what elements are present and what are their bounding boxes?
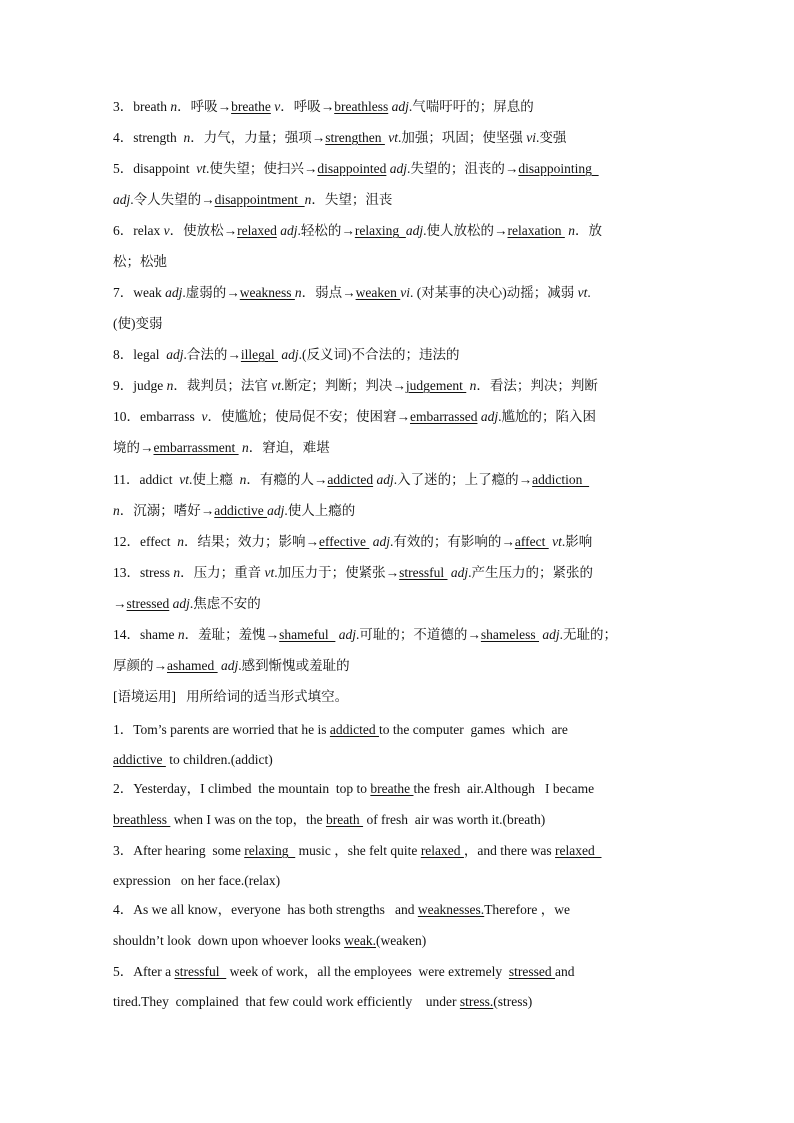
text-segment: n bbox=[568, 223, 575, 238]
answer-text: weaken bbox=[355, 285, 401, 300]
text-segment: 5．disappoint bbox=[113, 161, 197, 176]
text-segment: of fresh air was worth it.(breath) bbox=[363, 812, 546, 827]
text-segment: ．使放松→ bbox=[169, 223, 238, 238]
answer-text: addiction bbox=[532, 472, 590, 487]
text-segment: .感到惭愧或羞耻的 bbox=[238, 658, 350, 673]
text-line bbox=[113, 315, 163, 333]
text-segment: music ，she felt quite bbox=[295, 843, 421, 858]
text-segment: vt bbox=[388, 130, 398, 145]
text-line bbox=[113, 533, 592, 551]
text-segment: n bbox=[239, 472, 247, 487]
text-segment: ．羞耻；羞愧→ bbox=[184, 627, 280, 642]
text-line bbox=[113, 222, 602, 240]
text-segment: 6．relax bbox=[113, 223, 164, 238]
text-segment: ．呼吸→ bbox=[177, 99, 232, 114]
text-segment: adj bbox=[450, 565, 469, 580]
answer-text: shameful bbox=[279, 627, 336, 642]
answer-text: weaknesses. bbox=[417, 902, 485, 917]
text-line bbox=[113, 901, 570, 919]
text-line bbox=[113, 98, 534, 116]
answer-text: illegal bbox=[240, 347, 279, 362]
text-line bbox=[113, 626, 617, 644]
text-segment: [语境运用] 用所给词的适当形式填空。 bbox=[113, 689, 349, 704]
text-line bbox=[113, 811, 545, 829]
text-line bbox=[113, 502, 355, 520]
answer-text: embarrassment bbox=[153, 440, 239, 455]
text-segment: 10．embarrass bbox=[113, 409, 202, 424]
text-segment: n bbox=[166, 378, 174, 393]
text-segment: vt bbox=[264, 565, 275, 580]
text-segment: n bbox=[241, 440, 249, 455]
text-line bbox=[113, 346, 460, 364]
text-segment: (stress) bbox=[493, 994, 533, 1009]
text-segment: vi bbox=[526, 130, 536, 145]
text-line bbox=[113, 439, 330, 457]
text-segment: n bbox=[113, 503, 120, 518]
text-segment: .加强；巩固；使坚强 bbox=[398, 130, 527, 145]
text-line bbox=[113, 721, 568, 739]
text-segment: .影响 bbox=[561, 534, 593, 549]
text-segment: → bbox=[113, 596, 127, 611]
text-segment: adj bbox=[267, 503, 285, 518]
text-segment: .使人放松的→ bbox=[423, 223, 508, 238]
text-segment: adj bbox=[166, 347, 184, 362]
text-segment: vt bbox=[271, 378, 281, 393]
text-line bbox=[113, 377, 598, 395]
text-segment: adj bbox=[376, 472, 394, 487]
answer-text: relaxed bbox=[237, 223, 277, 238]
answer-text: addictive bbox=[113, 752, 166, 767]
text-segment: 4．As we all know，everyone has both strengths and bbox=[113, 902, 418, 917]
text-line bbox=[113, 284, 591, 302]
text-line bbox=[113, 963, 575, 981]
text-segment: 9．judge bbox=[113, 378, 167, 393]
text-segment: 松；松弛 bbox=[113, 254, 167, 269]
answer-text: disappointing bbox=[518, 161, 599, 176]
text-line bbox=[113, 751, 273, 769]
text-segment: . bbox=[587, 285, 591, 300]
text-segment: vt bbox=[577, 285, 588, 300]
text-segment: adj bbox=[480, 409, 499, 424]
text-segment: 厚颜的→ bbox=[113, 658, 167, 673]
answer-text: relaxed bbox=[555, 843, 602, 858]
text-segment: shouldn’t look down upon whoever looks bbox=[113, 933, 345, 948]
text-segment: .焦虑不安的 bbox=[189, 596, 261, 611]
text-segment: 5．After a bbox=[113, 964, 175, 979]
answer-text: stressed bbox=[126, 596, 170, 611]
text-segment: n bbox=[294, 285, 302, 300]
text-segment: .可耻的；不道德的→ bbox=[356, 627, 481, 642]
text-line bbox=[113, 993, 532, 1011]
text-segment: 4．strength bbox=[113, 130, 184, 145]
answer-text: breathe bbox=[231, 99, 271, 114]
text-segment: n bbox=[183, 130, 191, 145]
text-segment: .尴尬的；陷入困 bbox=[498, 409, 596, 424]
text-segment: ．失望；沮丧 bbox=[311, 192, 393, 207]
text-segment: .使人上瘾的 bbox=[284, 503, 356, 518]
text-segment: ，and there was bbox=[463, 843, 556, 858]
text-line bbox=[113, 780, 594, 798]
text-segment: adj bbox=[113, 192, 131, 207]
text-line bbox=[113, 160, 599, 178]
text-segment: adj bbox=[220, 658, 239, 673]
answer-text: weakness bbox=[239, 285, 295, 300]
text-segment: .虚弱的→ bbox=[182, 285, 240, 300]
answer-text: addicted bbox=[329, 722, 379, 737]
text-segment: ．使尴尬；使局促不安；使困窘→ bbox=[207, 409, 410, 424]
text-segment: .产生压力的；紧张的 bbox=[468, 565, 594, 580]
text-segment: to the computer games which are bbox=[378, 722, 568, 737]
text-segment: (weaken) bbox=[375, 933, 427, 948]
text-segment: 2．Yesterday，I climbed the mountain top to bbox=[113, 781, 371, 796]
text-segment: .变强 bbox=[536, 130, 567, 145]
text-segment: .轻松的→ bbox=[297, 223, 355, 238]
text-segment: 3．After hearing some bbox=[113, 843, 245, 858]
answer-text: stress. bbox=[459, 994, 494, 1009]
answer-text: strengthen bbox=[325, 130, 385, 145]
text-line bbox=[113, 408, 596, 426]
text-segment: 1．Tom’s parents are worried that he is bbox=[113, 722, 330, 737]
text-line bbox=[113, 129, 566, 147]
text-segment: adj bbox=[391, 99, 409, 114]
text-segment: ．力气，力量；强项→ bbox=[190, 130, 326, 145]
text-segment: n bbox=[173, 565, 181, 580]
text-segment: adj bbox=[165, 285, 183, 300]
text-segment: 13．stress bbox=[113, 565, 174, 580]
text-segment: adj bbox=[389, 161, 408, 176]
text-segment: v bbox=[274, 99, 281, 114]
text-segment: .有效的；有影响的→ bbox=[389, 534, 515, 549]
text-segment: .令人失望的→ bbox=[130, 192, 215, 207]
text-line bbox=[113, 595, 261, 613]
text-segment: n bbox=[304, 192, 312, 207]
text-segment: adj bbox=[172, 596, 190, 611]
text-segment: week of work，all the employees were extremely bbox=[226, 964, 509, 979]
text-segment: .加压力于；使紧张→ bbox=[274, 565, 400, 580]
text-segment: 14．shame bbox=[113, 627, 178, 642]
text-segment: adj bbox=[338, 627, 357, 642]
text-segment: expression on her face.(relax) bbox=[113, 873, 281, 888]
text-segment: ．看法；判决；判断 bbox=[476, 378, 598, 393]
text-segment: ．压力；重音 bbox=[180, 565, 265, 580]
text-segment: .使失望；使扫兴→ bbox=[206, 161, 318, 176]
text-line bbox=[113, 564, 593, 582]
text-segment: . (对某事的决心)动摇；减弱 bbox=[409, 285, 578, 300]
answer-text: stressed bbox=[508, 964, 556, 979]
text-line bbox=[113, 842, 602, 860]
text-line bbox=[113, 657, 350, 675]
text-line bbox=[113, 872, 280, 890]
text-segment: ．裁判员；法官 bbox=[173, 378, 272, 393]
text-segment: .(反义词)不合法的；违法的 bbox=[298, 347, 460, 362]
text-segment: tired.They complained that few could work efficiently under bbox=[113, 994, 460, 1009]
text-segment: n bbox=[469, 378, 477, 393]
text-segment: n bbox=[177, 534, 184, 549]
answer-text: embarrassed bbox=[409, 409, 478, 424]
text-segment: to children.(addict) bbox=[165, 752, 273, 767]
text-segment: 3．breath bbox=[113, 99, 171, 114]
answer-text: disappointment bbox=[214, 192, 305, 207]
text-segment: .入了迷的；上了瘾的→ bbox=[393, 472, 533, 487]
text-segment: (使)变弱 bbox=[113, 316, 163, 331]
text-line bbox=[113, 932, 426, 950]
text-segment: .无耻的； bbox=[559, 627, 618, 642]
answer-text: judgement bbox=[405, 378, 467, 393]
text-segment: when I was on the top，the bbox=[170, 812, 326, 827]
answer-text: disappointed bbox=[317, 161, 387, 176]
text-segment: .使上瘾 bbox=[188, 472, 240, 487]
text-segment: adj bbox=[372, 534, 390, 549]
text-segment: .失望的；沮丧的→ bbox=[407, 161, 519, 176]
text-segment: vt bbox=[552, 534, 562, 549]
text-segment: 11．addict bbox=[113, 472, 180, 487]
text-segment: v bbox=[201, 409, 208, 424]
text-line bbox=[113, 471, 589, 489]
answer-text: shameless bbox=[480, 627, 540, 642]
answer-text: addicted bbox=[327, 472, 374, 487]
answer-text: ashamed bbox=[167, 658, 218, 673]
text-segment: v bbox=[163, 223, 170, 238]
text-segment: 境的→ bbox=[113, 440, 154, 455]
text-segment: n bbox=[177, 627, 185, 642]
text-segment: adj bbox=[281, 347, 299, 362]
text-segment: Therefore ，we bbox=[484, 902, 571, 917]
answer-text: breath bbox=[325, 812, 364, 827]
answer-text: relaxing bbox=[354, 223, 406, 238]
text-segment: .合法的→ bbox=[183, 347, 241, 362]
text-segment: the fresh air.Although I became bbox=[413, 781, 595, 796]
text-segment: ．有瘾的人→ bbox=[246, 472, 328, 487]
text-segment: adj bbox=[405, 223, 424, 238]
text-segment: 8．legal bbox=[113, 347, 167, 362]
text-segment: vi bbox=[400, 285, 410, 300]
text-segment: 12．effect bbox=[113, 534, 178, 549]
text-segment: ．结果；效力；影响→ bbox=[183, 534, 319, 549]
text-segment: .气喘吁吁的；屏息的 bbox=[408, 99, 534, 114]
answer-text: addictive bbox=[214, 503, 268, 518]
text-segment: vt bbox=[179, 472, 189, 487]
answer-text: relaxed bbox=[420, 843, 464, 858]
answer-text: breathe bbox=[370, 781, 414, 796]
text-line bbox=[113, 688, 348, 706]
text-segment: ．放 bbox=[574, 223, 602, 238]
answer-text: effective bbox=[318, 534, 370, 549]
text-segment: 7．weak bbox=[113, 285, 166, 300]
answer-text: stressful bbox=[174, 964, 227, 979]
text-segment: vt bbox=[196, 161, 206, 176]
answer-text: stressful bbox=[399, 565, 448, 580]
answer-text: breathless bbox=[113, 812, 171, 827]
text-segment: and bbox=[555, 964, 575, 979]
text-line bbox=[113, 191, 392, 209]
text-segment: .断定；判断；判决→ bbox=[281, 378, 406, 393]
text-segment: ．呼吸→ bbox=[280, 99, 335, 114]
answer-text: breathless bbox=[334, 99, 389, 114]
text-segment: n bbox=[170, 99, 178, 114]
text-segment: ．沉溺；嗜好→ bbox=[119, 503, 215, 518]
text-segment: ．弱点→ bbox=[301, 285, 356, 300]
text-segment: ．窘迫，难堪 bbox=[248, 440, 330, 455]
text-segment: adj bbox=[280, 223, 298, 238]
answer-text: relaxation bbox=[507, 223, 565, 238]
answer-text: affect bbox=[514, 534, 549, 549]
text-line bbox=[113, 253, 167, 271]
answer-text: relaxing bbox=[244, 843, 296, 858]
text-segment: adj bbox=[542, 627, 560, 642]
answer-text: weak. bbox=[344, 933, 376, 948]
